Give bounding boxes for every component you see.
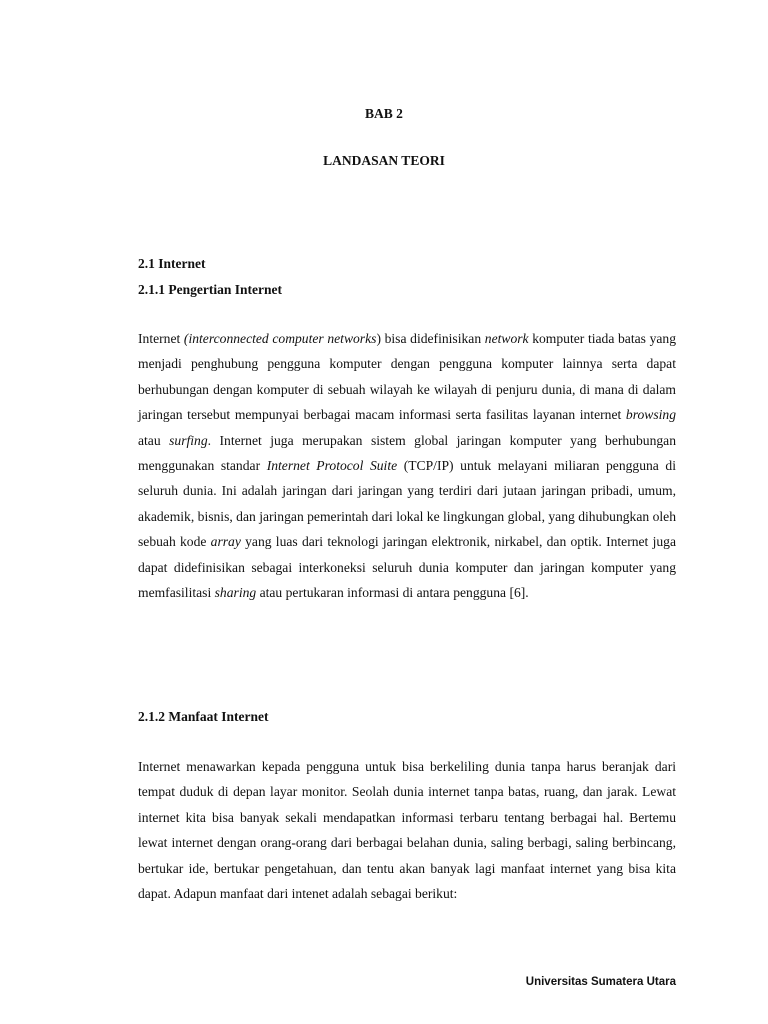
text-run: . Internet juga merupakan sistem global jaringan komputer yang berhubungan menggunakan standar [138, 432, 676, 474]
section-heading-internet: 2.1 Internet [138, 256, 206, 271]
text-run: atau [138, 432, 170, 448]
chapter-title: LANDASAN TEORI [323, 153, 445, 168]
footer-institution: Universitas Sumatera Utara [525, 976, 676, 988]
italic-term: browsing [625, 407, 676, 423]
text-run: komputer tiada batas yang menjadi penghubung pengguna komputer dengan pengguna komputer lainnya serta dapat berhubungan dengan komputer di sebuah wilayah ke wilayah di penjuru dunia, di mana di dalam jaringan tersebut mempunyai berbagai macam informasi serta fasilitas layanan internet [138, 331, 676, 423]
italic-term: surfing [169, 432, 208, 448]
paragraph-pengertian-internet [138, 326, 676, 605]
text-run: yang luas dari teknologi jaringan elektronik, nirkabel, dan optik. Internet juga dapat didefinisikan sebagai interkoneksi seluruh dunia komputer dan jaringan komputer yang memfasilitasi [138, 534, 676, 601]
italic-term: (interconnected computer networks [183, 331, 377, 346]
paragraph-manfaat-internet: Internet menawarkan kepada pengguna untuk bisa berkeliling dunia tanpa harus beranjak dari tempat duduk di depan layar monitor. Seolah dunia internet tanpa batas, ruang, dan jarak. Lewat internet kita bisa banyak sekali mendapatkan informasi terbaru tentang berbagai hal. Bertemu lewat internet dengan orang-orang dari berbagai belahan dunia, saling berbagi, saling berbincang, bertukar ide, bertukar pengetahuan, dan tentu akan banyak lagi manfaat internet yang bisa kita dapat. Adapun manfaat dari intenet adalah sebagai berikut: [138, 759, 676, 902]
chapter-number: BAB 2 [365, 106, 403, 121]
italic-term: array [210, 534, 241, 550]
section-heading-pengertian-internet: 2.1.1 Pengertian Internet [138, 282, 282, 297]
section-heading-manfaat-internet: 2.1.2 Manfaat Internet [138, 709, 269, 724]
italic-term: Internet Protocol Suite [266, 458, 398, 474]
text-run: ) bisa didefinisikan [376, 331, 485, 346]
text-run: (TCP/IP) untuk melayani miliaran pengguna di seluruh dunia. Ini adalah jaringan dari jaringan yang terdiri dari jutaan jaringan pribadi, umum, akademik, bisnis, dan jaringan pemerintah dari lokal ke lingkungan global, yang dihubungkan oleh sebuah kode [138, 458, 676, 550]
text-run: atau pertukaran informasi di antara pengguna [6]. [256, 585, 529, 601]
text-run: Internet [138, 331, 184, 346]
italic-term: sharing [214, 585, 257, 601]
italic-term: network [484, 331, 529, 346]
